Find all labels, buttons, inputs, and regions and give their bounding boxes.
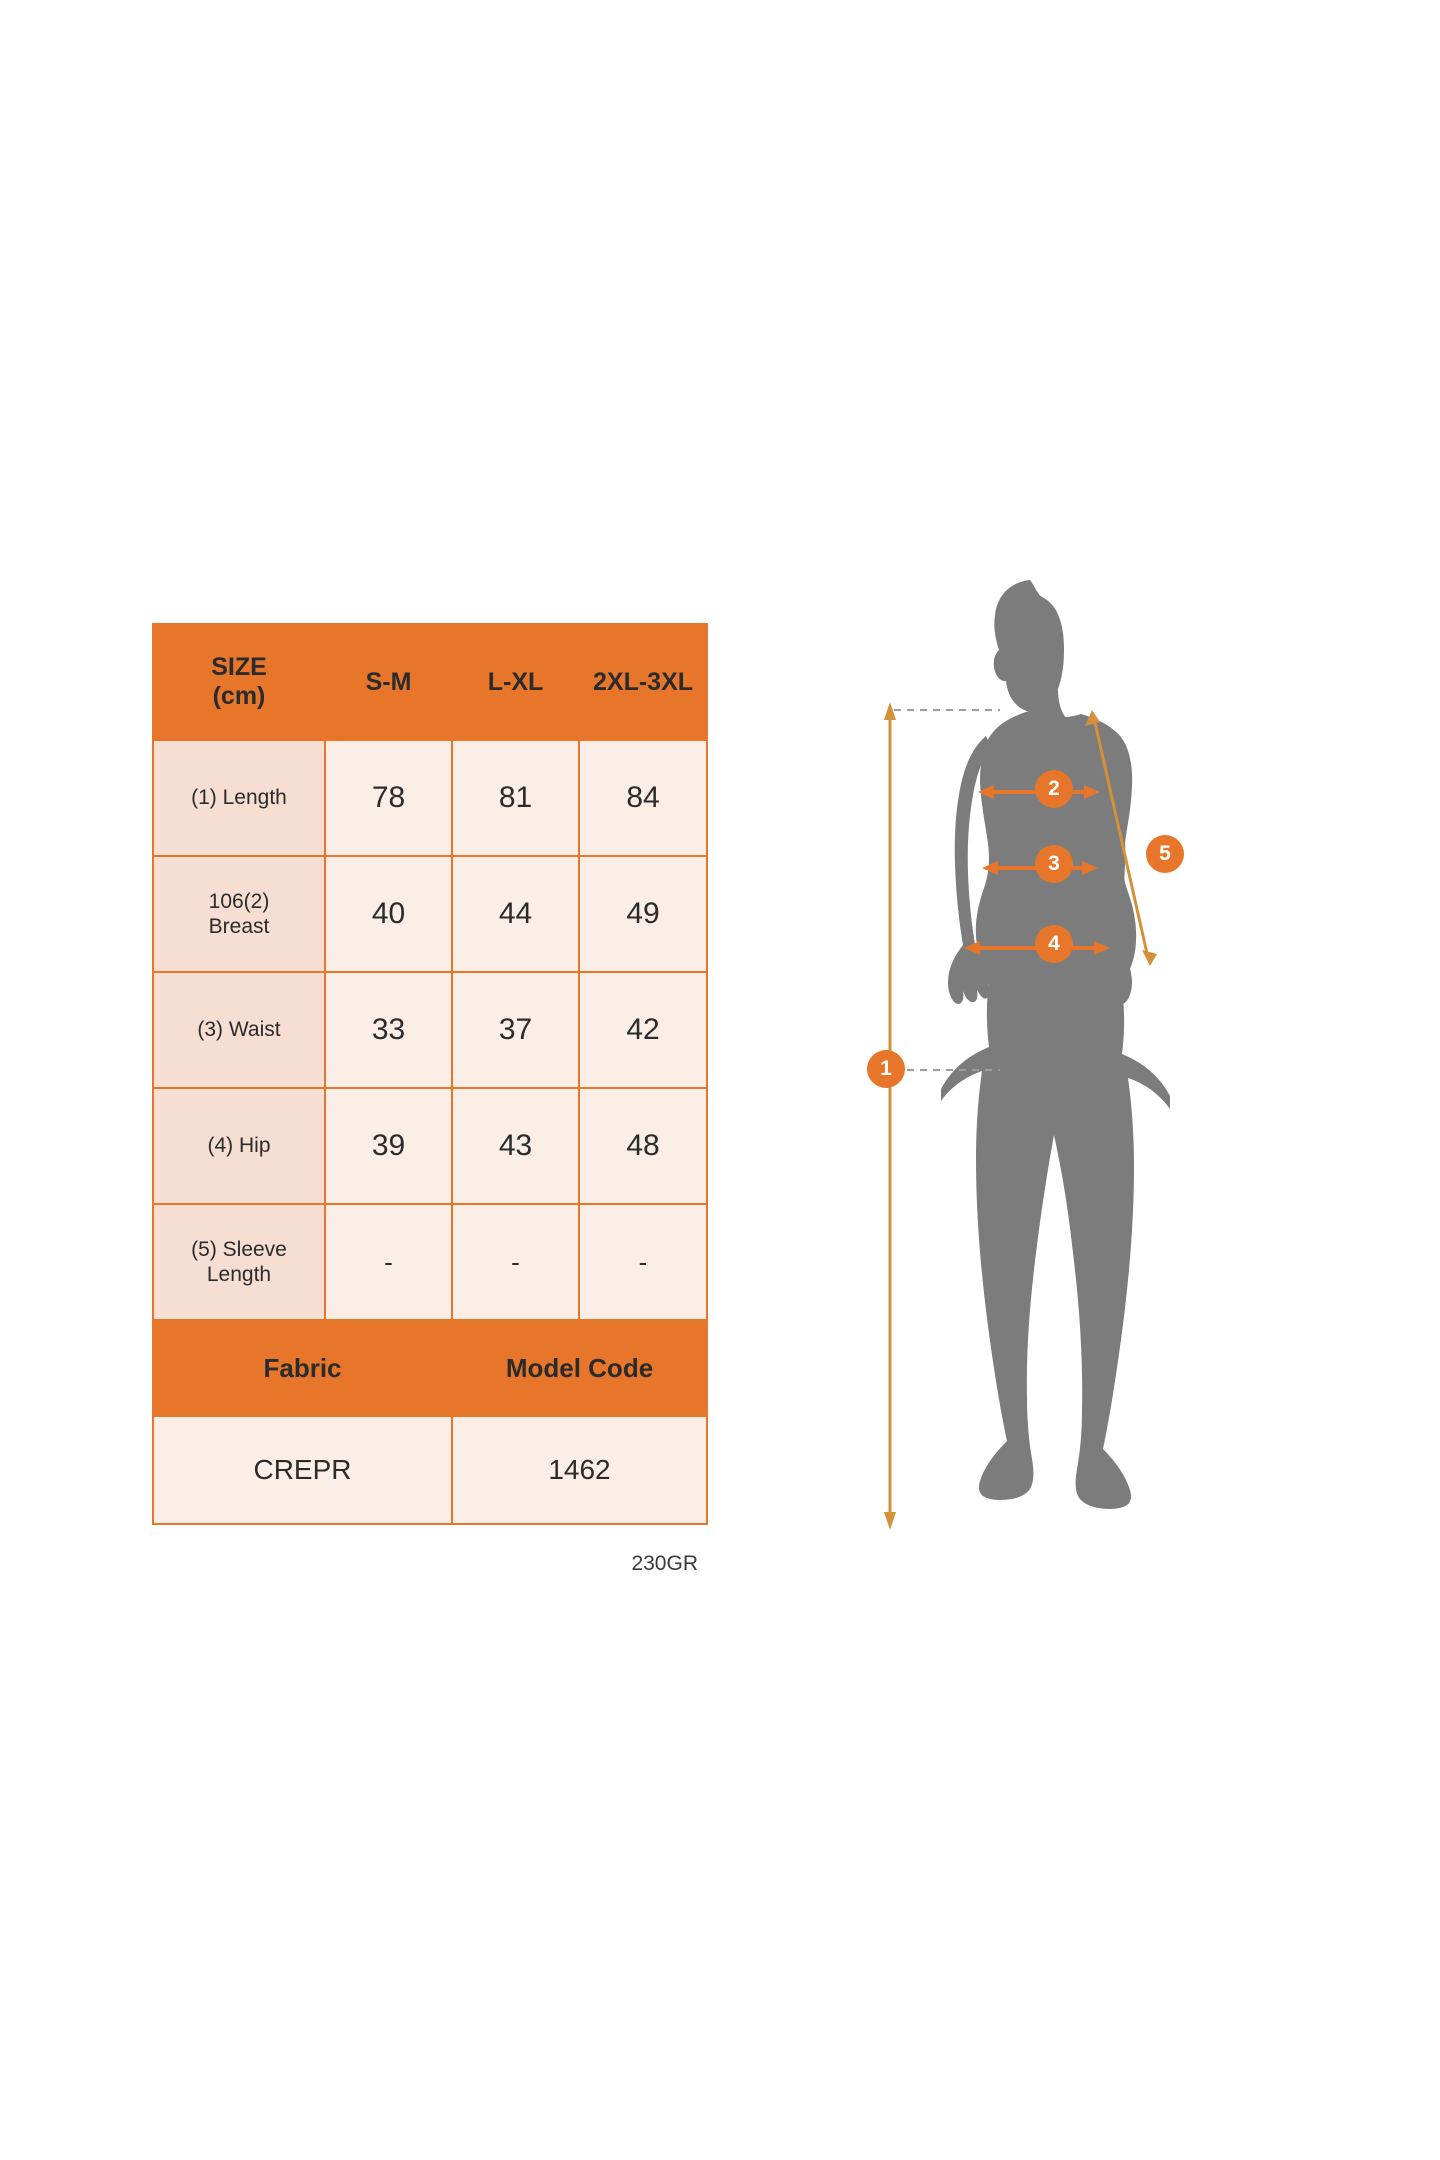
header-col-lxl: L-XL — [452, 624, 579, 740]
value-fabric: CREPR — [153, 1416, 452, 1524]
header-col-2xl3xl: 2XL-3XL — [579, 624, 707, 740]
table-row — [153, 740, 707, 856]
badge-breast: 2 — [1035, 770, 1073, 808]
cell-length-lxl: 81 — [452, 740, 579, 856]
header-size-unit: (cm) — [212, 682, 266, 710]
header-size-label: SIZE — [211, 653, 267, 682]
table-footer-value-row — [153, 1416, 707, 1524]
cell-breast-lxl: 44 — [452, 856, 579, 972]
table-footer-header-row — [153, 1320, 707, 1416]
row-label-sleeve-line2: Length — [206, 1263, 272, 1286]
cell-waist-sm: 33 — [325, 972, 452, 1088]
cell-waist-lxl: 37 — [452, 972, 579, 1088]
female-silhouette-diagram — [880, 570, 1350, 1600]
size-table — [152, 623, 708, 1525]
badge-waist: 3 — [1035, 845, 1073, 883]
cell-sleeve-lxl: - — [452, 1204, 579, 1320]
header-size-cell — [153, 624, 325, 740]
cell-hip-2xl3xl: 48 — [579, 1088, 707, 1204]
cell-hip-sm: 39 — [325, 1088, 452, 1204]
row-label-sleeve-length — [153, 1204, 325, 1320]
fabric-weight-note: 230GR — [631, 1552, 698, 1575]
row-label-hip: (4) Hip — [153, 1088, 325, 1204]
cell-waist-2xl3xl: 42 — [579, 972, 707, 1088]
row-label-breast-line1: 106(2) — [208, 889, 270, 913]
cell-breast-2xl3xl: 49 — [579, 856, 707, 972]
row-label-breast — [153, 856, 325, 972]
cell-sleeve-2xl3xl: - — [579, 1204, 707, 1320]
cell-hip-lxl: 43 — [452, 1088, 579, 1204]
badge-length: 1 — [867, 1050, 905, 1088]
cell-breast-sm: 40 — [325, 856, 452, 972]
cell-sleeve-sm: - — [325, 1204, 452, 1320]
row-label-sleeve-line1: (5) Sleeve — [191, 1237, 287, 1261]
cell-length-2xl3xl: 84 — [579, 740, 707, 856]
badge-sleeve: 5 — [1146, 835, 1184, 873]
table-row — [153, 972, 707, 1088]
table-row — [153, 1204, 707, 1320]
value-model-code: 1462 — [452, 1416, 707, 1524]
header-fabric: Fabric — [153, 1320, 452, 1416]
table-row — [153, 1088, 707, 1204]
row-label-waist: (3) Waist — [153, 972, 325, 1088]
body-silhouette-icon — [941, 580, 1170, 1509]
table-header-row — [153, 624, 707, 740]
mannequin-figure — [880, 570, 1350, 1600]
cell-length-sm: 78 — [325, 740, 452, 856]
header-col-sm: S-M — [325, 624, 452, 740]
table-row — [153, 856, 707, 972]
header-model-code: Model Code — [452, 1320, 707, 1416]
badge-hip: 4 — [1035, 925, 1073, 963]
row-label-length: (1) Length — [153, 740, 325, 856]
row-label-breast-line2: Breast — [208, 915, 270, 938]
size-table-container — [152, 623, 706, 1525]
